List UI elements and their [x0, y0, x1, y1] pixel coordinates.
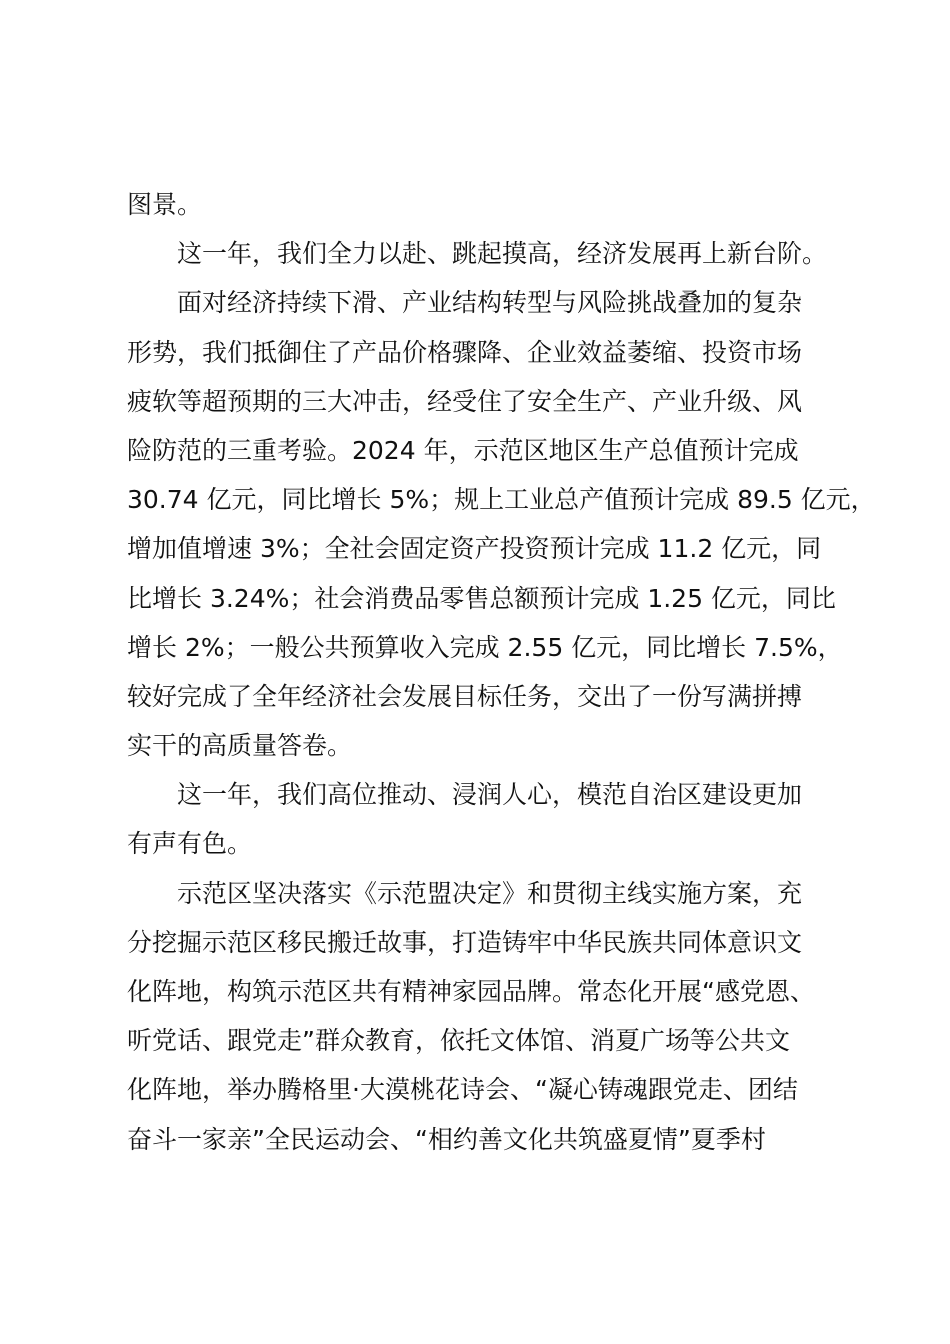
text-line: 有声有色。	[127, 829, 253, 859]
text-line: 听党话、跟党走”群众教育，依托文体馆、消夏广场等公共文	[127, 1026, 790, 1056]
text-line: 较好完成了全年经济社会发展目标任务，交出了一份写满拼搏	[127, 681, 803, 711]
text-line: 示范区坚决落实《示范盟决定》和贯彻主线实施方案，充	[177, 878, 803, 908]
text-line: 30.74 亿元，同比增长 5%；规上工业总产值预计完成 89.5 亿元，	[127, 485, 876, 515]
text-line: 险防范的三重考验。2024 年，示范区地区生产总值预计完成	[127, 435, 799, 465]
text-line: 增加值增速 3%；全社会固定资产投资预计完成 11.2 亿元，同	[127, 534, 822, 564]
text-line: 化阵地，构筑示范区共有精神家园品牌。常态化开展“感党恩、	[127, 977, 815, 1006]
text-line: 形势，我们抵御住了产品价格骤降、企业效益萎缩、投资市场	[127, 337, 803, 367]
text-line: 疲软等超预期的三大冲击，经受住了安全生产、产业升级、风	[127, 386, 803, 416]
body-text	[127, 180, 876, 1164]
text-line: 比增长 3.24%；社会消费品零售总额预计完成 1.25 亿元，同比	[127, 583, 836, 613]
text-line: 这一年，我们全力以赴、跳起摸高，经济发展再上新台阶。	[177, 239, 828, 269]
text-line: 分挖掘示范区移民搬迁故事，打造铸牢中华民族共同体意识文	[127, 927, 803, 957]
text-line: 这一年，我们高位推动、浸润人心，模范自治区建设更加	[177, 780, 803, 810]
text-line: 面对经济持续下滑、产业结构转型与风险挑战叠加的复杂	[177, 288, 803, 318]
text-line: 奋斗一家亲”全民运动会、“相约善文化共筑盛夏情”夏季村	[127, 1124, 766, 1154]
text-line: 图景。	[127, 190, 203, 219]
text-line: 实干的高质量答卷。	[127, 731, 353, 761]
text-line: 增长 2%；一般公共预算收入完成 2.55 亿元，同比增长 7.5%，	[127, 632, 843, 662]
text-line: 化阵地，举办腾格里·大漠桃花诗会、“凝心铸魂跟党走、团结	[127, 1075, 798, 1105]
